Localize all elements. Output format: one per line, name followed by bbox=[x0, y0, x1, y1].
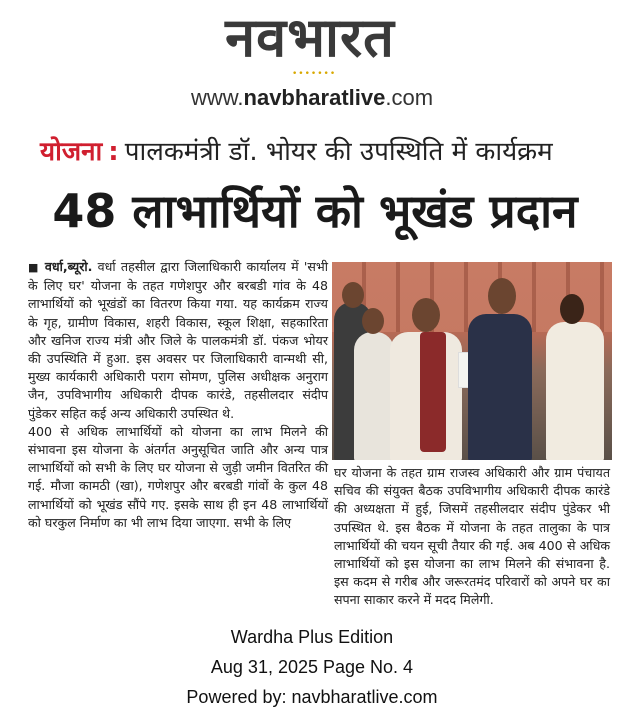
person-head bbox=[342, 282, 364, 308]
story-paragraph-1: वर्धा तहसील द्वारा जिलाधिकारी कार्यालय में 'सभी के लिए घर' योजना के तहत गणेशपुर और बरबडी गांव के 48 लाभार्थियों को भूखंडों का वितरण किया गया. यह कार्यक्रम राज्य के गृह, ग्रामीण विकास, शहरी विकास, स्कूल शिक्षा, सहकारिता और खनिज राज्य मंत्री और जिले के पालकमंत्री डॉ. पंकज भोयर की उपस्थिति में हुआ. इस अवसर पर जिलाधिकारी वान्मथी सी, मुख्य कार्यकारी अधिकारी पराग सोमण, पुलिस अधीक्षक अनुराग जैन, उपविभागीय अधिकारी दीपक कारंडे, तहसीलदार संदीप पुंडेकर सहित कई अन्य अधिकारी उपस्थित थे. bbox=[28, 259, 328, 421]
kicker-text: पालकमंत्री डॉ. भोयर की उपस्थिति में कार्यक्रम bbox=[124, 137, 553, 167]
masthead-logo: नवभारत bbox=[225, 6, 395, 69]
kicker-separator: : bbox=[108, 137, 119, 167]
headline: 48 लाभार्थियों को भूखंड प्रदान bbox=[52, 184, 578, 238]
person-head bbox=[560, 294, 584, 324]
edition-label: Wardha Plus Edition bbox=[230, 627, 394, 647]
url-suffix: .com bbox=[385, 85, 434, 110]
scarf-figure bbox=[420, 332, 446, 452]
story-column-2: घर योजना के तहत ग्राम राजस्व अधिकारी और ग्राम पंचायत सचिव की संयुक्त बैठक उपविभागीय अधिकारी दीपक कारंडे की अध्यक्षता में हुई, जिसमें तहसीलदार संदीप पुंडेकर भी उपस्थित थे. इस बैठक में योजना के तहत तालुका के पात्र लाभार्थियों की चयन सूची तैयार की गई. अब 400 से अधिक लाभार्थियों को इस योजना का लाभ मिलने की संभावना है. इस कदम से गरीब और जरूरतमंद परिवारों को अपने घर का सपना साकार करने में मदद मिलेगी. bbox=[334, 465, 610, 608]
person-head bbox=[362, 308, 384, 334]
person-figure bbox=[468, 314, 532, 460]
date-page-label: Aug 31, 2025 Page No. 4 bbox=[210, 657, 414, 677]
story-paragraph-2: 400 से अधिक लाभार्थियों को योजना का लाभ मिलने की संभावना इस योजना के अंतर्गत अनुसूचित जाति और अन्य पात्र लाभार्थियों को सभी के लिए घर योजना से जुड़ी जमीन वितरित की गई. मौजा कामठी (खा), गणेशपुर और बरबडी गांवों के कुल 48 लाभार्थियों को भूखंड सौंपे गए. इसके साथ ही इन 48 लाभार्थियों को घरकुल निर्माण का भी लाभ दिया जाएगा. सभी के लिए bbox=[28, 423, 328, 530]
news-photo bbox=[332, 262, 612, 460]
url-prefix: www. bbox=[190, 85, 244, 110]
powered-by-link[interactable]: Powered by: navbharatlive.com bbox=[186, 687, 438, 707]
url-domain: navbharatlive bbox=[243, 85, 386, 110]
masthead-url[interactable] bbox=[170, 84, 454, 112]
person-figure bbox=[546, 322, 604, 460]
bullet-icon: ■ bbox=[28, 261, 40, 274]
person-head bbox=[412, 298, 440, 332]
masthead-dots: ••••••• bbox=[292, 69, 337, 79]
person-figure bbox=[354, 332, 394, 460]
kicker bbox=[40, 132, 600, 172]
masthead bbox=[0, 0, 624, 118]
dateline: वर्धा,ब्यूरो. bbox=[44, 259, 93, 274]
person-head bbox=[488, 278, 516, 314]
kicker-tag: योजना bbox=[40, 137, 103, 167]
story-column-1 bbox=[28, 258, 328, 620]
